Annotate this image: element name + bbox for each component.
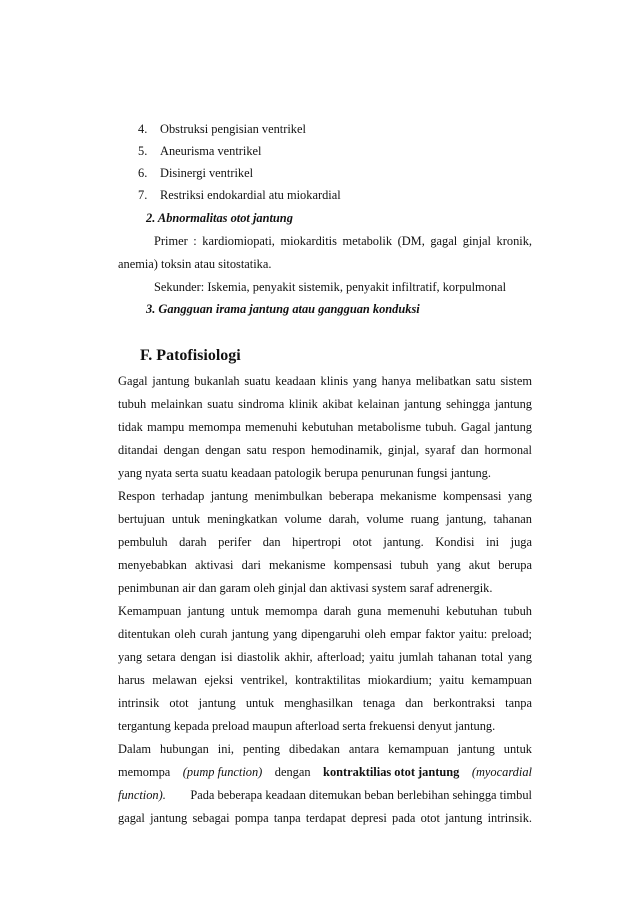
list-text: Obstruksi pengisian ventrikel [160,122,306,136]
text-run: Pada beberapa keadaan ditemukan beban berlebihan sehingga timbul [190,788,532,802]
section-heading: F. Patofisiologi [140,347,241,364]
list-item [138,121,306,137]
bullet-primer-continuation: anemia) toksin atau sitostatika. [118,257,272,271]
paragraph-line: menyebabkan aktivasi dari mekanisme kompensasi tubuh yang akut berupa [118,558,532,572]
list-item [138,165,253,181]
italic-run: function). [118,788,166,802]
paragraph-line: harus melawan ejeksi ventrikel, kontraktilitas miokardium; yaitu kemampuan [118,673,532,687]
paragraph-line: pembuluh darah perifer dan hipertropi otot jantung. Kondisi ini juga [118,535,532,549]
paragraph-line: intrinsik otot jantung untuk menghasilkan tenaga dan berkontraksi tanpa [118,696,532,710]
italic-run: (pump function) [182,765,263,779]
text-run: memompa [118,765,171,779]
paragraph-line: tidak mampu memompa memenuhi kebutuhan metabolisme tubuh. Gagal jantung [118,420,532,434]
paragraph-line: bertujuan untuk meningkatkan volume darah, volume ruang jantung, tahanan [118,512,532,526]
list-item [138,187,341,203]
paragraph-line-mixed [118,787,532,803]
paragraph-line: tubuh melainkan suatu sindroma klinik akibat kelainan jantung sehingga jantung [118,397,532,411]
list-item [138,143,262,159]
list-text: Aneurisma ventrikel [160,144,262,158]
paragraph-line: ditandai dengan dengan satu respon hemodinamik, ginjal, syaraf dan hormonal [118,443,532,457]
paragraph-line-mixed [118,764,532,780]
bullet-text: Primer : kardiomiopati, miokarditis metabolik (DM, gagal ginjal kronik, [154,234,532,248]
bold-run: kontraktilias otot jantung [323,765,460,779]
paragraph-line: yang nyata serta suatu keadaan patologik berupa penurunan fungsi jantung. [118,466,491,480]
paragraph-line: ditentukan oleh curah jantung yang dipengaruhi oleh empar faktor yaitu: preload; [118,627,532,641]
bullet-primer [118,233,532,249]
list-number: 6. [138,166,148,180]
paragraph-line: yang setara dengan isi diastolik akhir, afterload; yaitu jumlah tahanan total yang [118,650,532,664]
list-text: Disinergi ventrikel [160,166,254,180]
bullet-text: Sekunder: Iskemia, penyakit sistemik, penyakit infiltratif, korpulmonal [154,280,507,294]
paragraph-line: gagal jantung sebagai pompa tanpa terdapat depresi pada otot jantung intrinsik. [118,811,532,825]
text-run: dengan [274,765,311,779]
paragraph-line: Respon terhadap jantung menimbulkan beberapa mekanisme kompensasi yang [118,489,532,503]
list-number: 7. [138,188,148,202]
paragraph-line: Gagal jantung bukanlah suatu keadaan klinis yang hanya melibatkan satu sistem [118,374,532,388]
paragraph-line: penimbunan air dan garam oleh ginjal dan aktivasi system saraf adrenergik. [118,581,493,595]
paragraph-line: tergantung kepada preload maupun afterload serta frekuensi denyut jantung. [118,719,496,733]
list-number: 4. [138,122,148,136]
paragraph-line: Kemampuan jantung untuk memompa darah guna memenuhi kebutuhan tubuh [118,604,532,618]
paragraph-line: Dalam hubungan ini, penting dibedakan antara kemampuan jantung untuk [118,742,532,756]
subheading-abnormalitas: 2. Abnormalitas otot jantung [146,211,293,225]
italic-run: (myocardial [471,765,532,779]
list-number: 5. [138,144,148,158]
list-text: Restriksi endokardial atu miokardial [160,188,341,202]
bullet-sekunder [118,279,506,295]
subheading-gangguan-irama: 3. Gangguan irama jantung atau gangguan konduksi [146,302,420,316]
